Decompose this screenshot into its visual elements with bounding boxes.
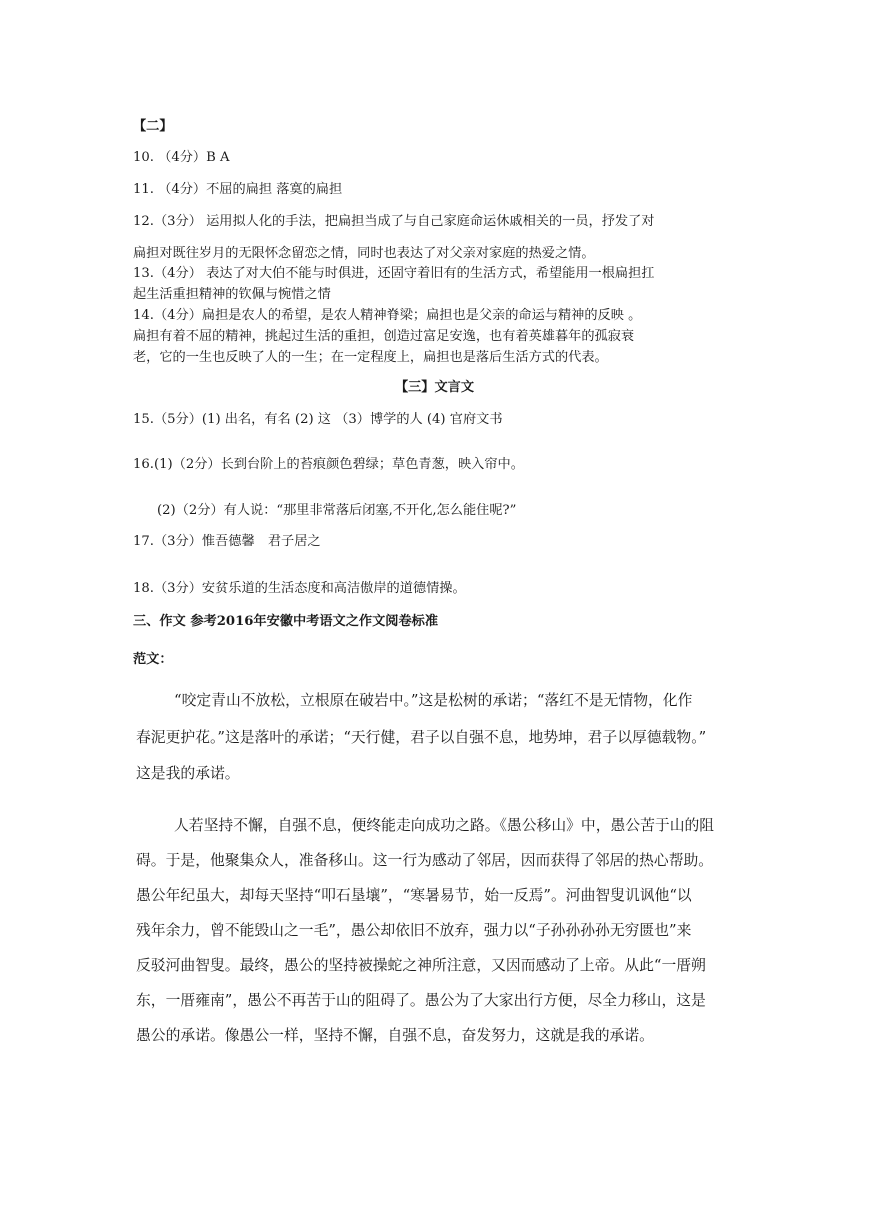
essay-para2-line6: 东，一厝雍南”，愚公不再苦于山的阻碍了。愚公为了大家出行方便，尽全力移山，这是 (136, 992, 706, 1009)
answer-q13-line2: 起生活重担精神的钦佩与惋惜之情 (133, 287, 331, 302)
essay-para2-line2: 碍。于是，他聚集众人，准备移山。这一行为感动了邻居，因而获得了邻居的热心帮助。 (136, 852, 714, 869)
answer-q15: 15.（5分）(1) 出名，有名 (2) 这 （3）博学的人 (4) 官府文书 (133, 412, 503, 427)
essay-para2-line4: 残年余力，曾不能毁山之一毛”，愚公却依旧不放弃，强力以“子孙孙孙孙无穷匮也”来 (136, 922, 692, 939)
section-heading-part2: 【二】 (133, 119, 173, 134)
essay-para2-line5: 反驳河曲智叟。最终，愚公的坚持被操蛇之神所注意，又因而感动了上帝。从此“一厝朔 (136, 957, 706, 974)
answer-q17: 17.（3分）惟吾德馨 君子居之 (133, 534, 321, 549)
sample-essay-label: 范文： (133, 652, 173, 667)
answer-q12-line2: 扁担对既往岁月的无限怀念留恋之情，同时也表达了对父亲对家庭的热爱之情。 (133, 246, 595, 261)
answer-q14-line2: 扁担有着不屈的精神，挑起过生活的重担，创造过富足安逸，也有着英雄暮年的孤寂衰 (133, 329, 635, 344)
answer-q10: 10. （4分）B A (133, 150, 230, 165)
essay-para1-line3: 这是我的承诺。 (136, 765, 240, 782)
essay-para1-line2: 春泥更护花。”这是落叶的承诺；“天行健，君子以自强不息，地势坤，君子以厚德载物。” (136, 729, 707, 746)
essay-para2-line1: 人若坚持不懈，自强不息，便终能走向成功之路。《愚公移山》中，愚公苦于山的阻 (174, 817, 715, 834)
section-heading-part3: 【三】文言文 (394, 380, 475, 395)
answer-q14-line3: 老，它的一生也反映了人的一生；在一定程度上，扁担也是落后生活方式的代表。 (133, 350, 608, 365)
composition-heading: 三、作文 参考2016年安徽中考语文之作文阅卷标准 (133, 614, 439, 629)
answer-q12-line1: 12.（3分） 运用拟人化的手法，把扁担当成了与自己家庭命运休戚相关的一员，抒发了对 (133, 214, 655, 229)
answer-q11: 11. （4分）不屈的扁担 落寞的扁担 (133, 182, 343, 197)
answer-q16-1: 16.(1)（2分）长到台阶上的苔痕颜色碧绿；草色青葱，映入帘中。 (133, 457, 524, 472)
answer-q14-line1: 14.（4分）扁担是农人的希望，是农人精神脊梁；扁担也是父亲的命运与精神的反映 。 (133, 308, 642, 323)
essay-para1-line1: “咬定青山不放松，立根原在破岩中。”这是松树的承诺；“落红不是无情物，化作 (174, 692, 693, 709)
essay-para2-line3: 愚公年纪虽大，却每天坚持“叩石垦壤”，“寒暑易节，始一反焉”。河曲智叟讥讽他“以 (136, 887, 692, 904)
answer-q13-line1: 13.（4分） 表达了对大伯不能与时俱进，还固守着旧有的生活方式，希望能用一根扁担扛 (133, 266, 655, 281)
essay-para2-line7: 愚公的承诺。像愚公一样，坚持不懈，自强不息，奋发努力，这就是我的承诺。 (136, 1027, 654, 1044)
answer-q16-2: (2)（2分）有人说：“那里非常落后闭塞,不开化,怎么能住呢?” (157, 503, 517, 518)
answer-q18: 18.（3分）安贫乐道的生活态度和高洁傲岸的道德情操。 (133, 581, 466, 596)
